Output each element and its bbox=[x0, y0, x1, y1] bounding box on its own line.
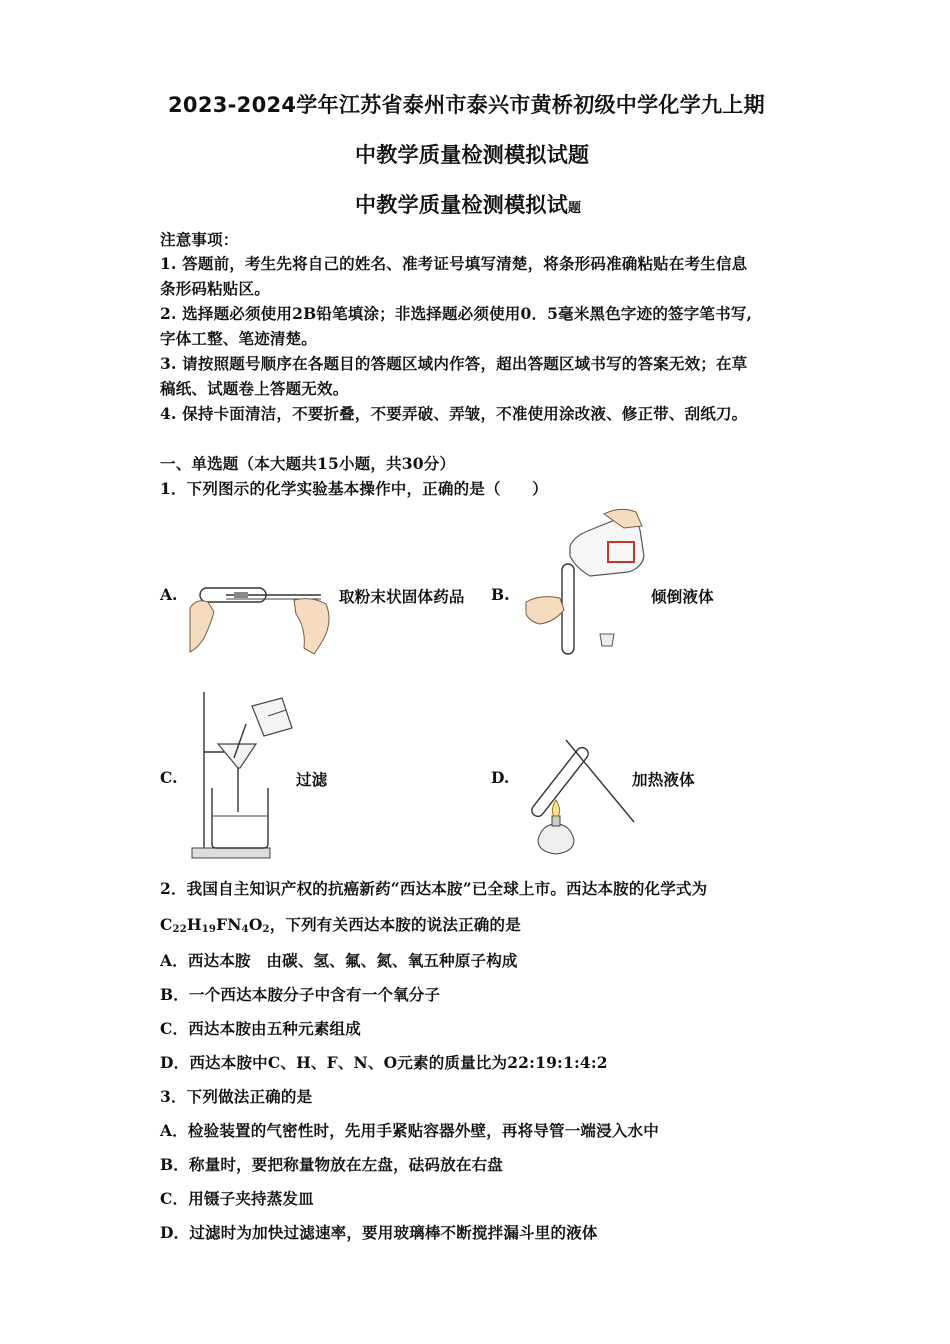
notice-item-1b: 条形码粘贴区。 bbox=[160, 279, 270, 298]
section-heading: 一、单选题（本大题共15小题，共30分） bbox=[160, 454, 456, 473]
q2-stem-line2 bbox=[160, 913, 521, 935]
notice-item-2a: 2. 选择题必须使用2B铅笔填涂；非选择题必须使用0．5毫米黑色字迹的签字笔书写, bbox=[160, 304, 753, 323]
q3-option-c: C．用镊子夹持蒸发皿 bbox=[160, 1189, 314, 1208]
q1-option-b-letter: B. bbox=[491, 585, 510, 604]
notice-item-1a: 1. 答题前，考生先将自己的姓名、准考证号填写清楚，将条形码准确粘贴在考生信息 bbox=[160, 254, 748, 273]
formula-h-sub: 19 bbox=[201, 924, 217, 935]
q3-option-d: D．过滤时为加快过滤速率，要用玻璃棒不断搅拌漏斗里的液体 bbox=[160, 1223, 598, 1242]
q2-stem-tail: ，下列有关西达本胺的说法正确的是 bbox=[269, 915, 521, 934]
formula-c: C bbox=[160, 915, 173, 934]
q1-option-a-figure bbox=[186, 578, 336, 658]
formula-o: O bbox=[248, 915, 263, 934]
notice-item-4: 4. 保持卡面清洁，不要折叠，不要弄破、弄皱，不准使用涂改液、修正带、刮纸刀。 bbox=[160, 404, 748, 423]
q2-option-d: D．西达本胺中C、H、F、N、O元素的质量比为22:19:1:4:2 bbox=[160, 1053, 608, 1072]
q1-option-b-figure bbox=[520, 506, 650, 658]
q1-option-d-figure bbox=[516, 720, 640, 862]
q3-option-b: B．称量时，要把称量物放在左盘，砝码放在右盘 bbox=[160, 1155, 504, 1174]
title-line-3-main: 中教学质量检测模拟试 bbox=[355, 193, 568, 217]
formula-h: H bbox=[186, 915, 202, 934]
q1-option-d-label: 加热液体 bbox=[632, 770, 695, 789]
q1-option-c-figure bbox=[188, 688, 300, 860]
notice-heading: 注意事项： bbox=[160, 230, 239, 249]
q2-option-b: B．一个西达本胺分子中含有一个氧分子 bbox=[160, 985, 441, 1004]
title-line-1: 2023-2024学年江苏省泰州市泰兴市黄桥初级中学化学九上期 bbox=[168, 93, 765, 117]
q1-option-c-label: 过滤 bbox=[296, 770, 328, 789]
title-line-3 bbox=[355, 189, 581, 219]
q1-option-b-label: 倾倒液体 bbox=[651, 587, 714, 606]
formula-n-sub: 4 bbox=[241, 924, 249, 935]
notice-item-3b: 稿纸、试题卷上答题无效。 bbox=[160, 379, 349, 398]
formula-o-sub: 2 bbox=[262, 924, 270, 935]
q1-option-a-label: 取粉末状固体药品 bbox=[339, 587, 465, 606]
q1-option-a-letter: A. bbox=[160, 585, 178, 604]
q1-stem: 1．下列图示的化学实验基本操作中，正确的是（ ） bbox=[160, 479, 548, 498]
title-line-2: 中教学质量检测模拟试题 bbox=[355, 143, 590, 167]
q1-option-c-letter: C. bbox=[160, 768, 178, 787]
q3-option-a: A．检验装置的气密性时，先用手紧贴容器外壁，再将导管一端浸入水中 bbox=[160, 1121, 659, 1140]
title-line-3-tail: 题 bbox=[568, 201, 582, 216]
q1-option-d-letter: D. bbox=[491, 768, 510, 787]
notice-item-3a: 3. 请按照题号顺序在各题目的答题区域内作答，超出答题区域书写的答案无效；在草 bbox=[160, 354, 748, 373]
q3-stem: 3．下列做法正确的是 bbox=[160, 1087, 313, 1106]
formula-c-sub: 22 bbox=[172, 924, 187, 935]
q2-stem-line1: 2．我国自主知识产权的抗癌新药“西达本胺”已全球上市。西达本胺的化学式为 bbox=[160, 879, 708, 898]
notice-item-2b: 字体工整、笔迹清楚。 bbox=[160, 329, 318, 348]
q2-option-c: C．西达本胺由五种元素组成 bbox=[160, 1019, 361, 1038]
q2-option-a: A．西达本胺 由碳、氢、氟、氮、氧五种原子构成 bbox=[160, 951, 518, 970]
formula-fn: FN bbox=[216, 915, 242, 934]
